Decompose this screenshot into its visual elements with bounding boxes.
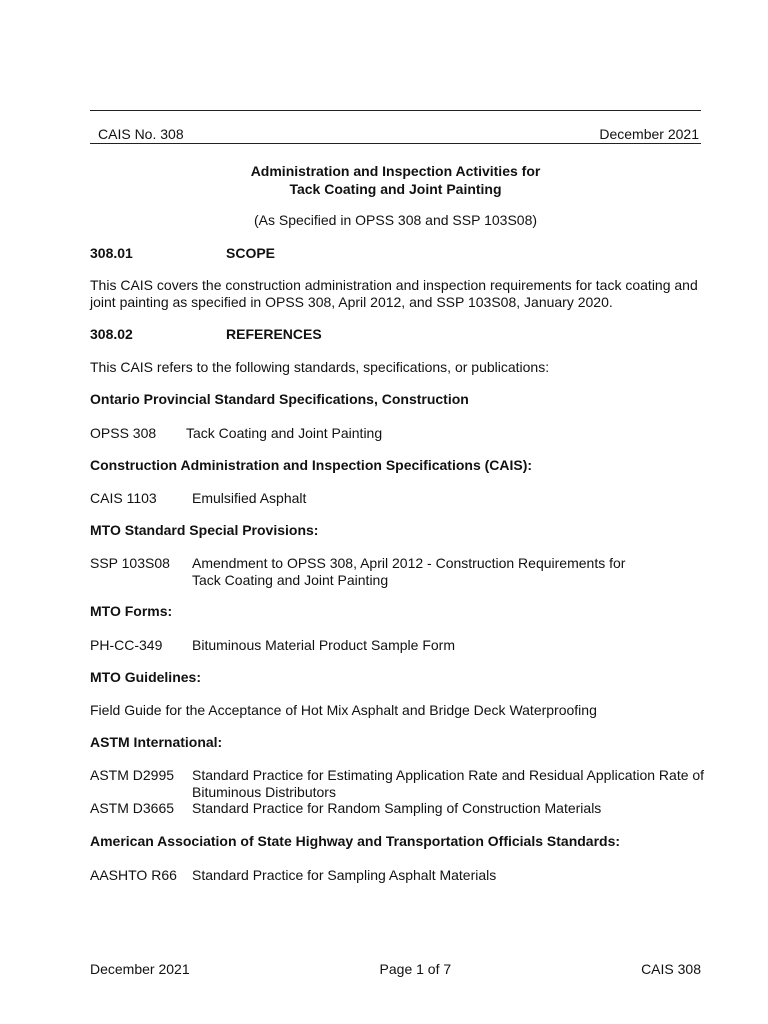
footer-date: December 2021 <box>90 961 190 977</box>
ref-item-astm-d2995 <box>90 767 705 801</box>
title-line-2: Tack Coating and Joint Painting <box>289 181 502 197</box>
ref-group-heading-mto-forms: MTO Forms: <box>90 603 173 619</box>
top-rule <box>90 110 701 111</box>
ref-code: OPSS 308 <box>90 425 157 441</box>
ref-code: AASHTO R66 <box>90 867 177 883</box>
header-doc-number: CAIS No. 308 <box>98 126 184 142</box>
ref-desc: Standard Practice for Estimating Application Rate and Residual Application Rate of Bituminous Distributors <box>192 767 705 800</box>
section-references-heading <box>90 326 322 342</box>
title-line-1: Administration and Inspection Activities for <box>250 163 541 179</box>
footer-page-number: Page 1 of 7 <box>379 961 452 977</box>
ref-item-opss-308 <box>90 425 705 442</box>
footer-doc-id: CAIS 308 <box>641 961 701 977</box>
header-date: December 2021 <box>599 126 699 142</box>
ref-item-astm-d3665 <box>90 800 705 817</box>
ref-code: PH-CC-349 <box>90 637 163 653</box>
ref-group-heading-ssp: MTO Standard Special Provisions: <box>90 522 319 538</box>
ref-item-ph-cc-349 <box>90 637 705 654</box>
page-footer <box>90 961 701 977</box>
ref-code: ASTM D2995 <box>90 767 175 783</box>
header-rule <box>90 143 701 144</box>
ref-code: CAIS 1103 <box>90 490 157 506</box>
section-title: SCOPE <box>226 245 276 261</box>
ref-group-heading-cais: Construction Administration and Inspection Specifications (CAIS): <box>90 457 533 473</box>
ref-code: SSP 103S08 <box>90 555 170 571</box>
page-header <box>90 126 701 142</box>
section-number: 308.01 <box>90 245 133 261</box>
ref-group-heading-mto-guidelines: MTO Guidelines: <box>90 669 201 685</box>
ref-group-heading-opss: Ontario Provincial Standard Specifications, Construction <box>90 391 469 407</box>
document-subtitle: (As Specified in OPSS 308 and SSP 103S08) <box>253 212 538 228</box>
ref-desc: Emulsified Asphalt <box>192 490 307 506</box>
ref-desc: Bituminous Material Product Sample Form <box>192 637 455 653</box>
scope-paragraph: This CAIS covers the construction administration and inspection requirements for tack coating and joint painting as specified in OPSS 308, April 2012, and SSP 103S08, January 2020. <box>90 277 698 310</box>
ref-item-field-guide: Field Guide for the Acceptance of Hot Mix Asphalt and Bridge Deck Waterproofing <box>90 702 597 718</box>
ref-desc: Tack Coating and Joint Painting <box>186 425 383 441</box>
ref-code: ASTM D3665 <box>90 800 175 816</box>
ref-item-ssp-103s08 <box>90 555 705 589</box>
ref-group-heading-aashto: American Association of State Highway and Transportation Officials Standards: <box>90 833 621 849</box>
section-scope-heading <box>90 245 275 261</box>
references-intro: This CAIS refers to the following standards, specifications, or publications: <box>90 359 550 375</box>
ref-desc: Standard Practice for Sampling Asphalt Materials <box>192 867 497 883</box>
ref-desc: Amendment to OPSS 308, April 2012 - Construction Requirements for Tack Coating and Joint Painting <box>192 555 626 588</box>
ref-group-heading-astm: ASTM International: <box>90 734 223 750</box>
section-number: 308.02 <box>90 326 133 342</box>
ref-desc: Standard Practice for Random Sampling of Construction Materials <box>192 800 602 816</box>
ref-item-cais-1103 <box>90 490 705 507</box>
document-title <box>90 162 701 198</box>
ref-item-aashto-r66 <box>90 867 705 884</box>
section-title: REFERENCES <box>226 326 322 342</box>
